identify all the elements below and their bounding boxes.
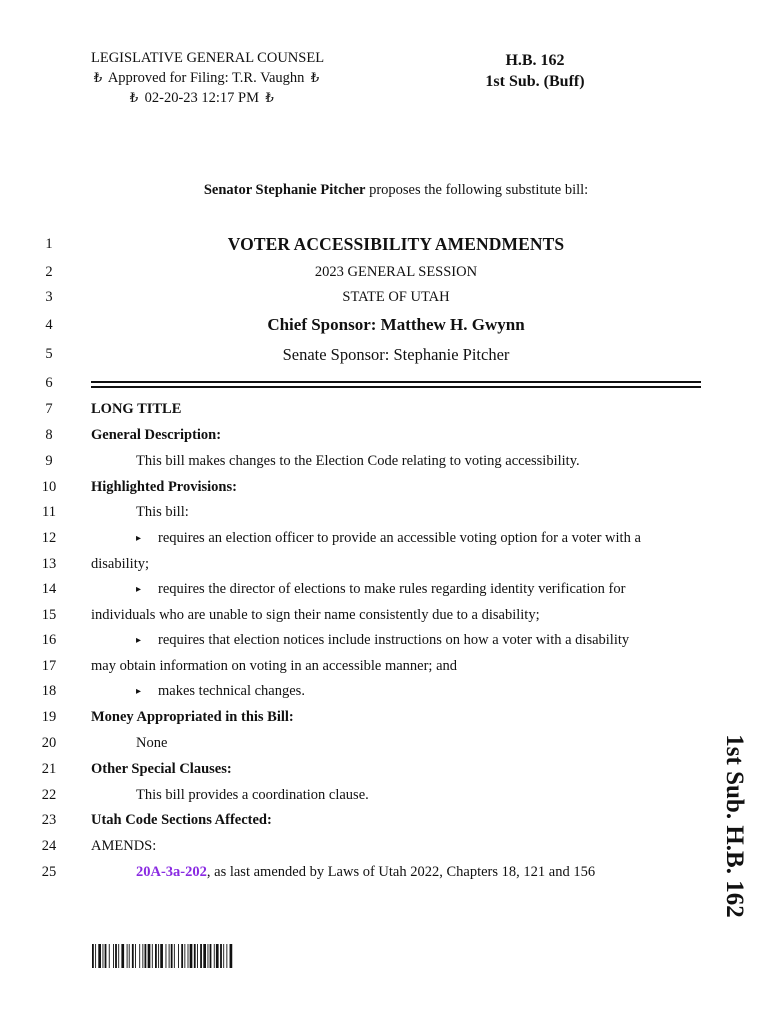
provision-continuation: disability; xyxy=(91,556,149,572)
provision-item xyxy=(136,632,629,649)
line-number: 10 xyxy=(41,479,57,495)
header-block xyxy=(91,48,324,108)
approval-line xyxy=(91,68,324,88)
lira-icon: ₺ xyxy=(310,70,320,85)
line-number: 13 xyxy=(41,556,57,572)
provision-text: requires the director of elections to make rules regarding identity verification for xyxy=(158,581,626,597)
triangle-bullet-icon: ▸ xyxy=(136,533,142,545)
money-text: None xyxy=(136,735,168,751)
provision-text: makes technical changes. xyxy=(158,683,305,699)
line-number: 22 xyxy=(41,787,57,803)
office-name: LEGISLATIVE GENERAL COUNSEL xyxy=(91,50,325,66)
section-link[interactable]: 20A-3a-202 xyxy=(136,864,207,880)
line-number: 11 xyxy=(42,504,56,520)
senate-sponsor: Senate Sponsor: Stephanie Pitcher xyxy=(282,345,510,364)
line-number: 16 xyxy=(41,632,57,648)
line-number: 9 xyxy=(45,453,53,469)
line-number: 18 xyxy=(41,683,57,699)
bill-id-block xyxy=(470,50,600,92)
bill-title: VOTER ACCESSIBILITY AMENDMENTS xyxy=(227,234,565,254)
line-number: 20 xyxy=(41,735,57,751)
description-text: This bill makes changes to the Election Code relating to voting accessibility. xyxy=(136,453,580,469)
line-number: 17 xyxy=(41,658,57,674)
triangle-bullet-icon: ▸ xyxy=(136,584,142,596)
provision-item xyxy=(136,683,305,700)
special-clauses-heading: Other Special Clauses: xyxy=(91,761,232,777)
lira-icon: ₺ xyxy=(93,70,103,85)
long-title-heading: LONG TITLE xyxy=(91,401,182,417)
approval-text: Approved for Filing: T.R. Vaughn xyxy=(107,70,305,86)
chief-sponsor: Chief Sponsor: Matthew H. Gwynn xyxy=(267,315,525,334)
title-divider xyxy=(91,386,701,388)
timestamp-text: 02-20-23 12:17 PM xyxy=(144,90,260,106)
line-number: 24 xyxy=(41,838,57,854)
special-clauses-text: This bill provides a coordination clause. xyxy=(136,787,369,803)
provision-item xyxy=(136,530,641,547)
code-sections-heading: Utah Code Sections Affected: xyxy=(91,812,272,828)
this-bill-text: This bill: xyxy=(136,504,189,520)
line-number: 3 xyxy=(45,289,53,305)
line-number: 1 xyxy=(45,236,53,252)
provision-continuation: individuals who are unable to sign their name consistently due to a disability; xyxy=(91,607,540,623)
line-number: 2 xyxy=(45,264,53,280)
section-text: , as last amended by Laws of Utah 2022, Chapters 18, 121 and 156 xyxy=(206,864,596,880)
line-number: 6 xyxy=(45,375,53,391)
proposal-text: proposes the following substitute bill: xyxy=(365,182,589,198)
line-number: 21 xyxy=(41,761,57,777)
provision-continuation: may obtain information on voting in an accessible manner; and xyxy=(91,658,458,674)
provision-text: requires that election notices include instructions on how a voter with a disability xyxy=(158,632,630,648)
line-number: 23 xyxy=(41,812,57,828)
line-number: 8 xyxy=(45,427,53,443)
provision-item xyxy=(136,581,625,598)
proposing-senator: Senator Stephanie Pitcher xyxy=(203,182,366,198)
barcode-icon xyxy=(92,944,284,968)
line-number: 12 xyxy=(41,530,57,546)
lira-icon: ₺ xyxy=(265,90,274,105)
bill-number: H.B. 162 xyxy=(505,52,565,69)
state-label: STATE OF UTAH xyxy=(342,289,450,305)
general-description-heading: General Description: xyxy=(91,427,222,443)
money-heading: Money Appropriated in this Bill: xyxy=(91,709,294,725)
line-number: 14 xyxy=(41,581,57,597)
side-bill-label: 1st Sub. H.B. 162 xyxy=(721,734,748,918)
amends-label: AMENDS: xyxy=(91,838,157,854)
line-number: 4 xyxy=(45,317,53,333)
session-label: 2023 GENERAL SESSION xyxy=(314,264,478,280)
line-number: 25 xyxy=(41,864,57,880)
title-divider xyxy=(91,381,701,383)
line-number: 5 xyxy=(45,346,53,362)
highlighted-provisions-heading: Highlighted Provisions: xyxy=(91,479,237,495)
amended-section xyxy=(136,864,595,881)
line-number: 15 xyxy=(41,607,57,623)
proposal-line xyxy=(0,182,770,199)
triangle-bullet-icon: ▸ xyxy=(136,635,142,647)
substitute-label: 1st Sub. (Buff) xyxy=(485,73,585,90)
timestamp-line xyxy=(91,88,324,108)
line-number: 19 xyxy=(41,709,57,725)
triangle-bullet-icon: ▸ xyxy=(136,686,142,698)
lira-icon: ₺ xyxy=(129,90,139,105)
provision-text: requires an election officer to provide an accessible voting option for a voter with a xyxy=(158,530,641,546)
line-number: 7 xyxy=(45,401,53,417)
